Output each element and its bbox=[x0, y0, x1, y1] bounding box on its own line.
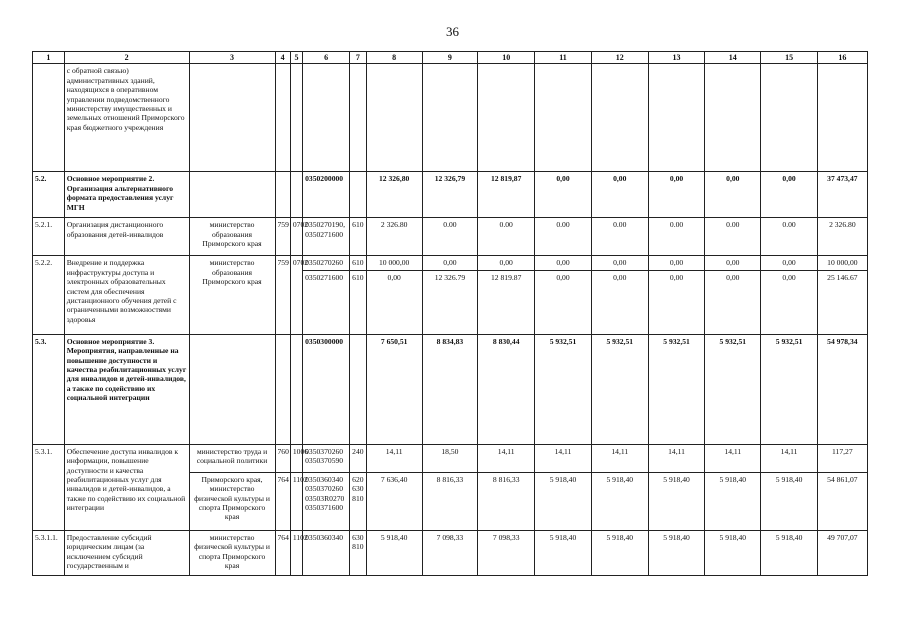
table-header-row bbox=[33, 52, 868, 64]
amount-cell: 5 918,40 bbox=[648, 472, 704, 530]
row-description: Основное мероприятие 3. Мероприятия, направленные на повышение доступности и качества реабилитационных услуг для инвалидов и детей-инвалидов, а также по содействию их социальной интеграции bbox=[64, 334, 189, 444]
amount-total: 2 326.80 bbox=[817, 218, 867, 256]
column-header: 3 bbox=[189, 52, 275, 64]
amount-cell: 7 098,33 bbox=[478, 530, 535, 575]
amount-cell: 8 816,33 bbox=[478, 472, 535, 530]
table-row bbox=[33, 218, 868, 256]
amount-cell: 0,00 bbox=[478, 256, 535, 270]
table-row bbox=[33, 444, 868, 472]
column-header: 11 bbox=[535, 52, 591, 64]
expense-type: 610 bbox=[350, 256, 366, 270]
amount-cell: 5 918,40 bbox=[591, 530, 648, 575]
amount-cell: 0.00 bbox=[648, 218, 704, 256]
expense-type: 610 bbox=[350, 218, 366, 256]
section-code: 1006 bbox=[290, 444, 302, 472]
amount-cell: 12 326.79 bbox=[422, 270, 477, 334]
amount-cell: 0,00 bbox=[648, 270, 704, 334]
budget-code: 0350200000 bbox=[303, 172, 350, 218]
column-header: 4 bbox=[275, 52, 290, 64]
amount-cell: 14,11 bbox=[648, 444, 704, 472]
row-description: Предоставление субсидий юридическим лицам (за исключением субсидий государственным и bbox=[64, 530, 189, 575]
budget-code: 0350271600 bbox=[303, 270, 350, 334]
amount-cell: 0.00 bbox=[705, 218, 761, 256]
amount-cell: 0,00 bbox=[761, 256, 817, 270]
amount-cell: 18,50 bbox=[422, 444, 477, 472]
grbs-code: 764 bbox=[275, 472, 290, 530]
expense-type: 240 bbox=[350, 444, 366, 472]
amount-cell: 5 932,51 bbox=[535, 334, 591, 444]
amount-cell: 0,00 bbox=[648, 172, 704, 218]
amount-cell: 12 819.87 bbox=[478, 270, 535, 334]
page-number: 36 bbox=[446, 24, 459, 39]
amount-total: 49 707,07 bbox=[817, 530, 867, 575]
responsible-executor: министерство физической культуры и спорта Приморского края bbox=[189, 530, 275, 575]
amount-cell: 5 932,51 bbox=[705, 334, 761, 444]
column-header: 9 bbox=[422, 52, 477, 64]
amount-cell: 8 834,83 bbox=[422, 334, 477, 444]
amount-cell: 5 932,51 bbox=[591, 334, 648, 444]
amount-cell: 14,11 bbox=[761, 444, 817, 472]
amount-cell: 0,00 bbox=[705, 270, 761, 334]
amount-cell: 12 326,80 bbox=[366, 172, 422, 218]
table-row bbox=[33, 334, 868, 444]
row-number: 5.3.1. bbox=[33, 444, 65, 530]
amount-cell: 0,00 bbox=[535, 256, 591, 270]
column-header: 16 bbox=[817, 52, 867, 64]
amount-cell: 5 918,40 bbox=[705, 472, 761, 530]
amount-cell: 0,00 bbox=[535, 172, 591, 218]
row-description: Организация дистанционного образования детей-инвалидов bbox=[64, 218, 189, 256]
amount-cell: 10 000,00 bbox=[366, 256, 422, 270]
column-header: 2 bbox=[64, 52, 189, 64]
amount-total: 117,27 bbox=[817, 444, 867, 472]
amount-cell: 7 636,40 bbox=[366, 472, 422, 530]
amount-cell: 0.00 bbox=[761, 218, 817, 256]
amount-cell: 5 932,51 bbox=[761, 334, 817, 444]
amount-cell: 5 918,40 bbox=[366, 530, 422, 575]
amount-cell: 5 918,40 bbox=[705, 530, 761, 575]
amount-cell: 8 830,44 bbox=[478, 334, 535, 444]
amount-cell: 0.00 bbox=[422, 218, 477, 256]
amount-cell: 0,00 bbox=[761, 270, 817, 334]
amount-cell: 0,00 bbox=[591, 172, 648, 218]
table-row bbox=[33, 172, 868, 218]
amount-cell: 14,11 bbox=[535, 444, 591, 472]
amount-total: 54 861,07 bbox=[817, 472, 867, 530]
amount-cell: 5 918,40 bbox=[535, 530, 591, 575]
budget-code: 0350270190, 0350271600 bbox=[303, 218, 350, 256]
amount-total: 54 978,34 bbox=[817, 334, 867, 444]
table-row bbox=[33, 256, 868, 270]
amount-cell: 0,00 bbox=[591, 270, 648, 334]
amount-cell: 0,00 bbox=[705, 256, 761, 270]
table-row bbox=[33, 530, 868, 575]
amount-cell: 12 819,87 bbox=[478, 172, 535, 218]
section-code: 0702 bbox=[290, 218, 302, 256]
amount-cell: 8 816,33 bbox=[422, 472, 477, 530]
amount-total: 25 146.67 bbox=[817, 270, 867, 334]
column-header: 1 bbox=[33, 52, 65, 64]
row-description: Обеспечение доступа инвалидов к информации, повышение доступности и качества реабилитационных услуг для инвалидов и детей-инвалидов, а также по содействию их социальной интеграции bbox=[64, 444, 189, 530]
column-header: 6 bbox=[303, 52, 350, 64]
column-header: 10 bbox=[478, 52, 535, 64]
amount-cell: 14,11 bbox=[366, 444, 422, 472]
amount-cell: 5 918,40 bbox=[648, 530, 704, 575]
amount-cell: 0,00 bbox=[422, 256, 477, 270]
amount-cell: 0,00 bbox=[535, 270, 591, 334]
row-number: 5.2. bbox=[33, 172, 65, 218]
responsible-executor: министерство образования Приморского края bbox=[189, 218, 275, 256]
amount-cell: 7 098,33 bbox=[422, 530, 477, 575]
amount-cell: 5 918,40 bbox=[761, 472, 817, 530]
expense-type: 630 810 bbox=[350, 530, 366, 575]
row-number: 5.2.1. bbox=[33, 218, 65, 256]
program-table bbox=[32, 51, 868, 576]
amount-cell: 14,11 bbox=[705, 444, 761, 472]
expense-type: 610 bbox=[350, 270, 366, 334]
budget-code: 0350270260 bbox=[303, 256, 350, 270]
amount-cell: 14,11 bbox=[591, 444, 648, 472]
section-code: 1102 bbox=[290, 472, 302, 530]
budget-code: 0350370260 0350370590 bbox=[303, 444, 350, 472]
amount-cell: 0.00 bbox=[535, 218, 591, 256]
row-description: Основное мероприятие 2. Организация альтернативного формата предоставления услуг МГН bbox=[64, 172, 189, 218]
column-header: 12 bbox=[591, 52, 648, 64]
amount-cell: 7 650,51 bbox=[366, 334, 422, 444]
grbs-code: 759 bbox=[275, 256, 290, 334]
amount-cell: 0,00 bbox=[591, 256, 648, 270]
amount-total: 10 000,00 bbox=[817, 256, 867, 270]
amount-cell: 2 326.80 bbox=[366, 218, 422, 256]
column-header: 15 bbox=[761, 52, 817, 64]
row-description: с обратной связью) административных зданий, находящихся в оперативном управлении подведомственного министерству имущественных и земельных отношений Приморского края бюджетного учреждения bbox=[64, 64, 189, 172]
amount-cell: 0,00 bbox=[648, 256, 704, 270]
grbs-code: 760 bbox=[275, 444, 290, 472]
column-header: 8 bbox=[366, 52, 422, 64]
row-number: 5.2.2. bbox=[33, 256, 65, 334]
expense-type: 620 630 810 bbox=[350, 472, 366, 530]
amount-cell: 5 918,40 bbox=[761, 530, 817, 575]
section-code: 1102 bbox=[290, 530, 302, 575]
row-description: Внедрение и поддержка инфраструктуры доступа и электронных образовательных систем для обеспечения дистанционного обучения детей с ограниченными возможностями здоровья bbox=[64, 256, 189, 334]
amount-cell: 5 932,51 bbox=[648, 334, 704, 444]
column-header: 7 bbox=[350, 52, 366, 64]
amount-cell: 0.00 bbox=[478, 218, 535, 256]
budget-code: 0350360340 0350370260 03503R0270 0350371600 bbox=[303, 472, 350, 530]
column-header: 5 bbox=[290, 52, 302, 64]
amount-cell: 5 918,40 bbox=[535, 472, 591, 530]
responsible-executor: министерство образования Приморского края bbox=[189, 256, 275, 334]
row-number: 5.3. bbox=[33, 334, 65, 444]
row-number: 5.3.1.1. bbox=[33, 530, 65, 575]
grbs-code: 764 bbox=[275, 530, 290, 575]
responsible-executor: Приморского края, министерство физической культуры и спорта Приморского края bbox=[189, 472, 275, 530]
amount-cell: 0,00 bbox=[705, 172, 761, 218]
budget-code: 0350300000 bbox=[303, 334, 350, 444]
amount-cell: 0,00 bbox=[761, 172, 817, 218]
amount-cell: 12 326,79 bbox=[422, 172, 477, 218]
column-header: 14 bbox=[705, 52, 761, 64]
amount-cell: 0,00 bbox=[366, 270, 422, 334]
grbs-code: 759 bbox=[275, 218, 290, 256]
amount-cell: 0.00 bbox=[591, 218, 648, 256]
budget-code: 0350360340 bbox=[303, 530, 350, 575]
responsible-executor: министерство труда и социальной политики bbox=[189, 444, 275, 472]
section-code: 0702 bbox=[290, 256, 302, 334]
amount-cell: 5 918,40 bbox=[591, 472, 648, 530]
amount-total: 37 473,47 bbox=[817, 172, 867, 218]
amount-cell: 14,11 bbox=[478, 444, 535, 472]
column-header: 13 bbox=[648, 52, 704, 64]
table-row bbox=[33, 64, 868, 172]
